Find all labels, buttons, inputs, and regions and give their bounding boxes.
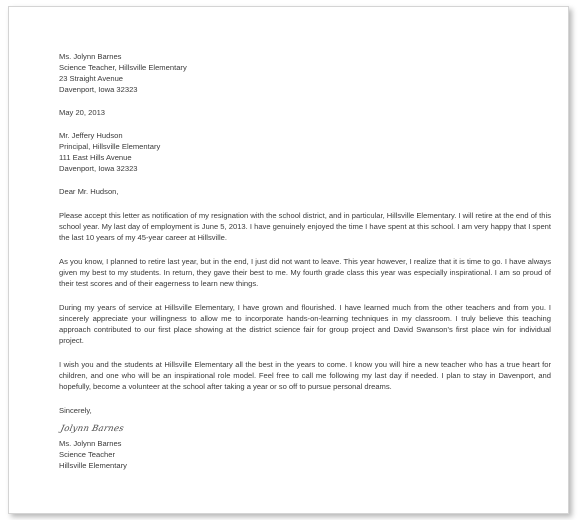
signoff-name: Ms. Jolynn Barnes: [59, 439, 122, 448]
paragraph-farewell: I wish you and the students at Hillsville Elementary all the best in the years to come. I know you will hire a new teacher who has a true heart for children, and one who will be an inspirational role model. Feel free to call me following my last day if needed. I plan to stay in Davenport, and hopefully, become a volunteer at the school after taking a year or so off to pursue personal dreams.: [59, 360, 551, 391]
letter-page: [8, 6, 569, 514]
recipient-city: Davenport, Iowa 32323: [59, 164, 138, 173]
sender-name: Ms. Jolynn Barnes: [59, 52, 122, 61]
paragraph-service: During my years of service at Hillsville Elementary, I have grown and flourished. I have learned much from the other teachers and from you. I sincerely appreciate your willingness to allow me to incorporate hands-on-learning techniques in my classroom. I truly believe this teaching approach contributed to our first place showing at the district science fair for group project and David Swanson's first place win for individual project.: [59, 303, 551, 345]
letter-body: [59, 51, 551, 471]
signoff-school: Hillsville Elementary: [59, 461, 127, 470]
paragraph-resignation: Please accept this letter as notification of my resignation with the school district, and in particular, Hillsville Elementary. I will retire at the end of this school year. My last day of employment is June 5, 2013. I have genuinely enjoyed the time I have spent at this school. I am very happy that I spent the last 10 years of my 45-year career at Hillsville.: [59, 211, 551, 242]
paragraph-retirement: As you know, I planned to retire last year, but in the end, I just did not want to leave. This year however, I realize that it is time to go. I have always given my best to my students. In return, they gave their best to me. My fourth grade class this year was especially inspirational. I am so proud of their test scores and of their eagerness to learn new things.: [59, 257, 551, 288]
closing: Sincerely,: [59, 406, 92, 415]
sender-street: 23 Straight Avenue: [59, 74, 124, 83]
signoff-title: Science Teacher: [59, 450, 116, 459]
salutation: Dear Mr. Hudson,: [59, 187, 119, 196]
recipient-street: 111 East Hills Avenue: [59, 153, 132, 162]
recipient-title: Principal, Hillsville Elementary: [59, 142, 161, 151]
signature-wrap: [59, 416, 551, 438]
sender-address: [59, 51, 551, 95]
handwritten-signature: Jolynn Barnes: [59, 424, 125, 434]
sender-city: Davenport, Iowa 32323: [59, 85, 138, 94]
letter-date: May 20, 2013: [59, 108, 106, 117]
recipient-address: [59, 130, 551, 174]
recipient-name: Mr. Jeffery Hudson: [59, 131, 123, 140]
sender-title: Science Teacher, Hillsville Elementary: [59, 63, 187, 72]
signoff-block: [59, 438, 551, 471]
